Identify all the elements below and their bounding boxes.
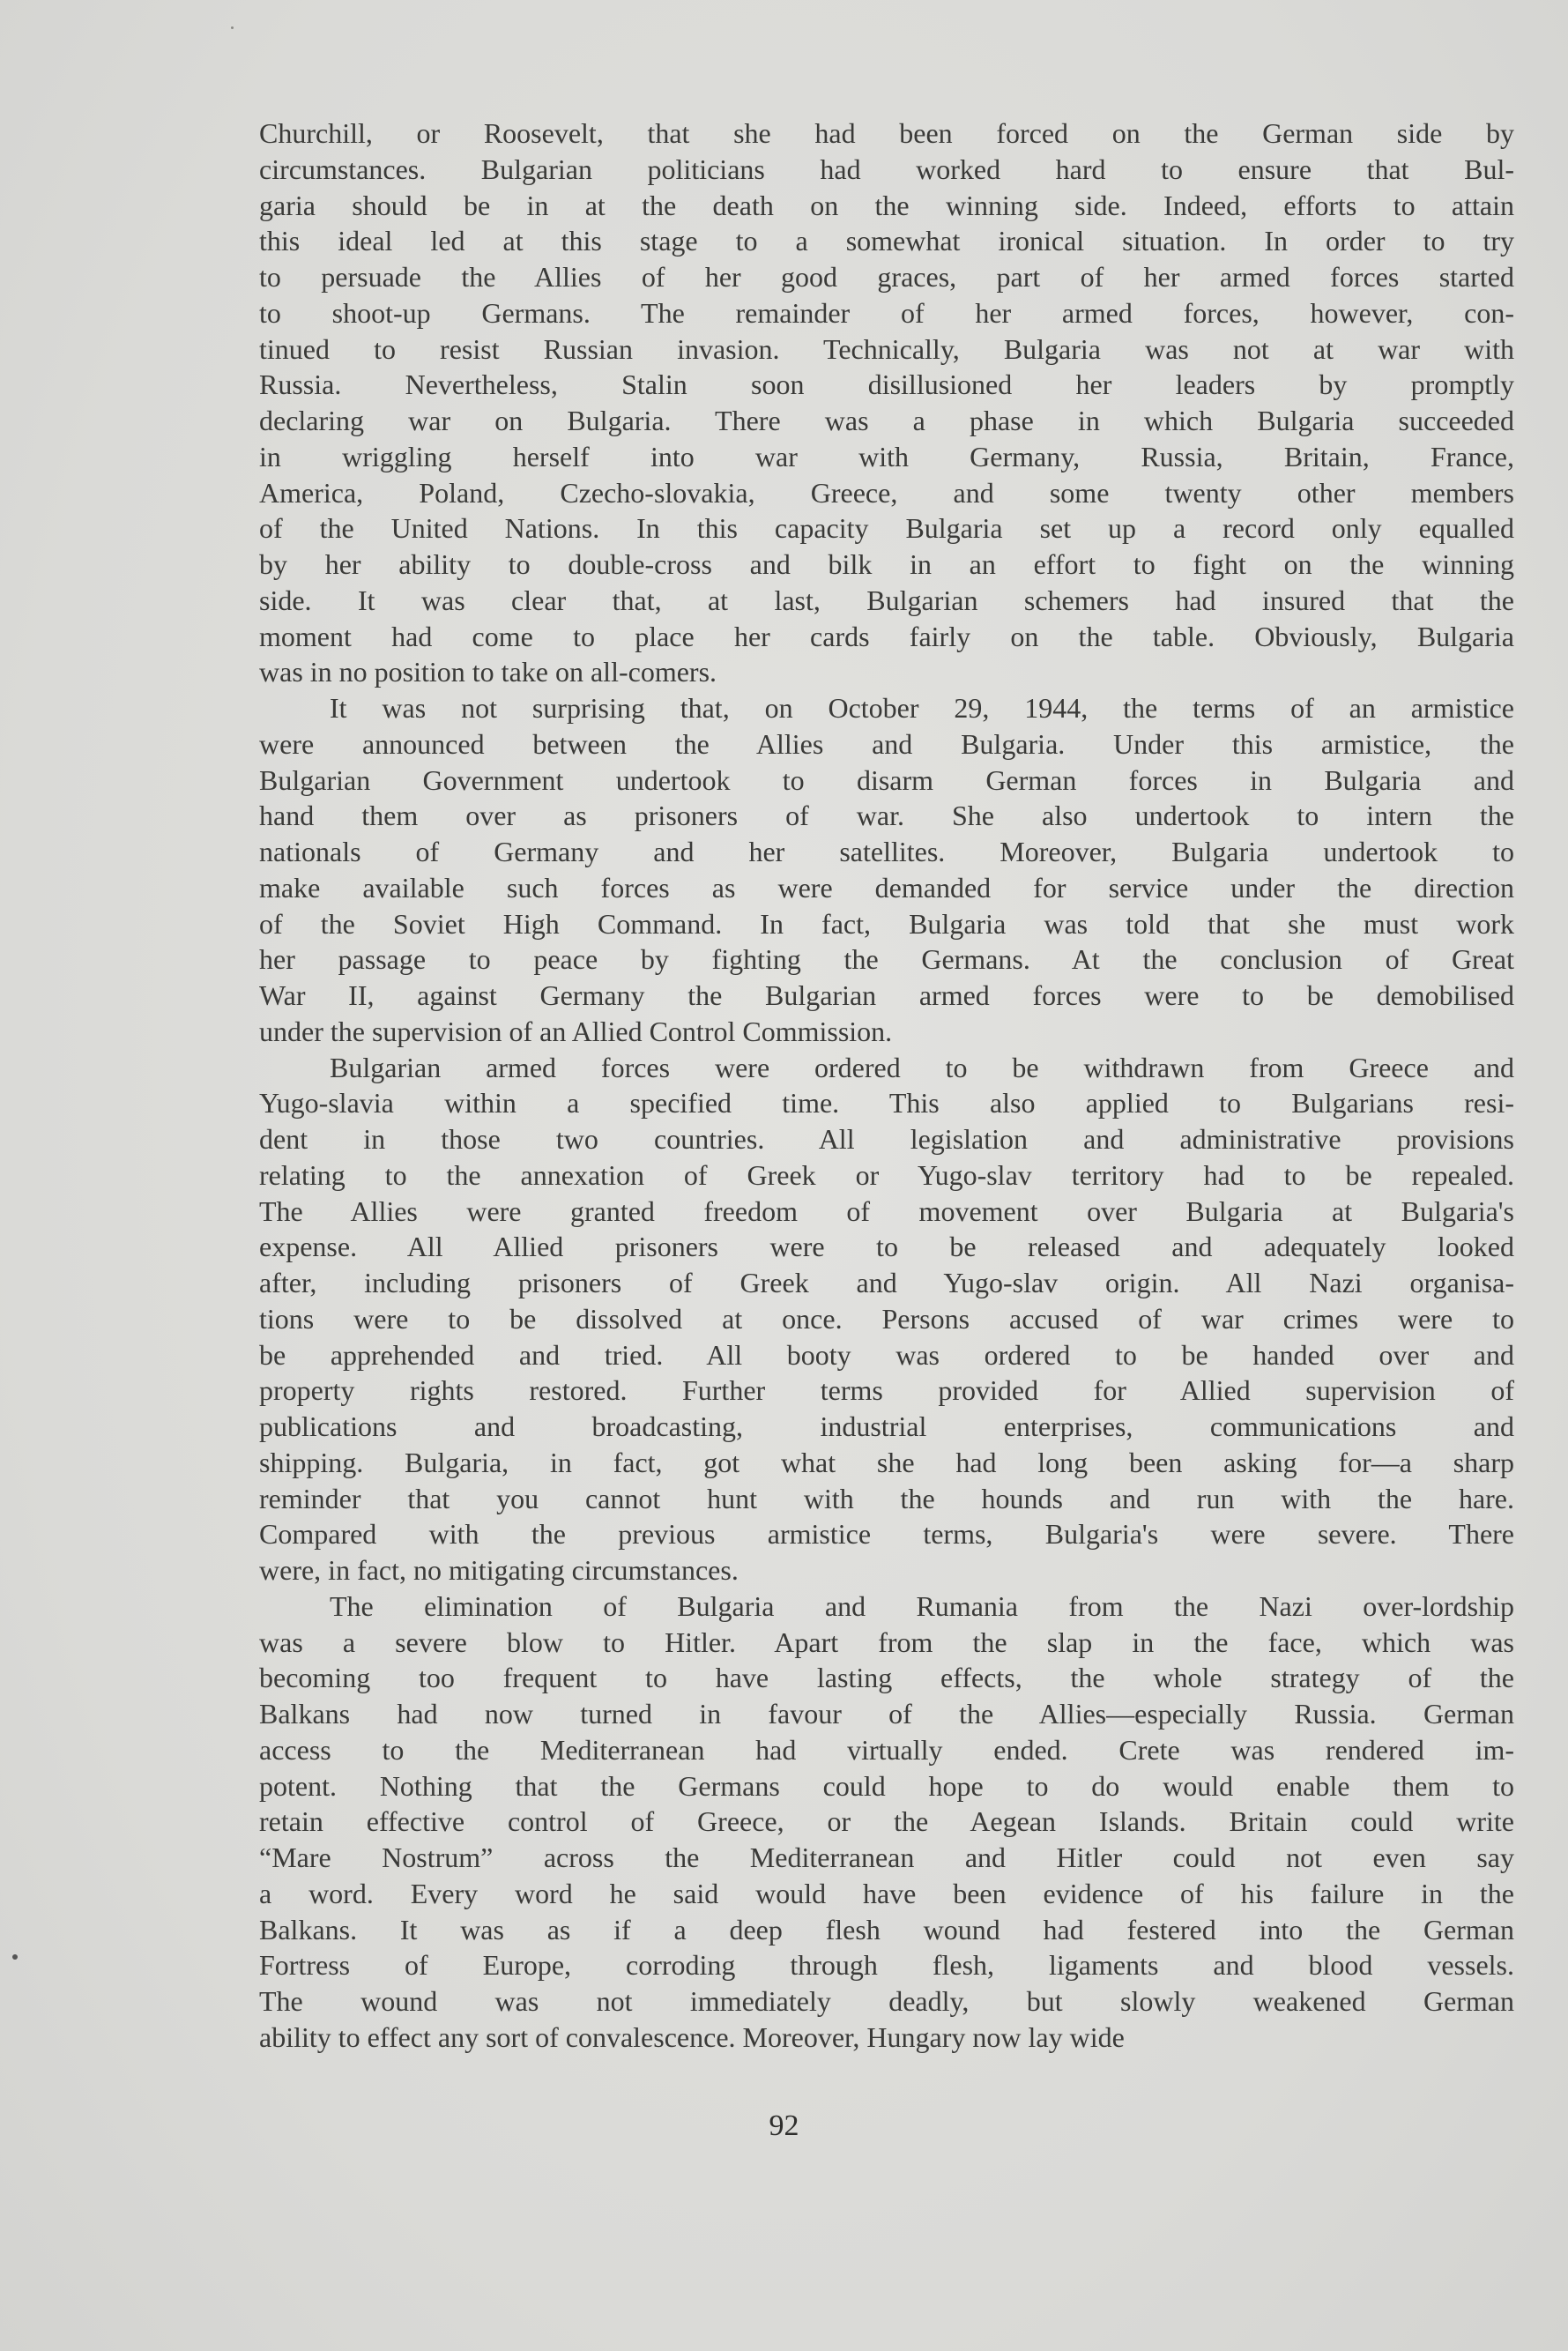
- text-line: this ideal led at this stage to a somewhat ironical situation. In order to try: [259, 225, 1514, 257]
- text-line: tinued to resist Russian invasion. Technically, Bulgaria was not at war with: [259, 332, 1514, 365]
- text-line: Russia. Nevertheless, Stalin soon disillusioned her leaders by promptly: [259, 368, 1514, 401]
- text-line: Bulgarian Government undertook to disarm German forces in Bulgaria and: [259, 763, 1514, 796]
- text-line: of the United Nations. In this capacity Bulgaria set up a record only equalled: [259, 512, 1514, 545]
- paragraph: [259, 690, 1514, 1050]
- text-line: after, including prisoners of Greek and Yugo-slav origin. All Nazi organisa-: [259, 1267, 1514, 1298]
- text-line: becoming too frequent to have lasting effects, the whole strategy of the: [259, 1662, 1514, 1694]
- text-line: America, Poland, Czecho-slovakia, Greece, and some twenty other members: [259, 476, 1514, 509]
- text-line: publications and broadcasting, industrial enterprises, communications and: [259, 1410, 1514, 1442]
- text-line: to persuade the Allies of her good graces, part of her armed forces started: [259, 261, 1514, 293]
- text-line: potent. Nothing that the Germans could hope to do would enable them to: [259, 1769, 1514, 1802]
- text-line: moment had come to place her cards fairly on the table. Obviously, Bulgaria: [259, 620, 1514, 652]
- paragraph: [259, 1588, 1514, 2056]
- text-line: “Mare Nostrum” across the Mediterranean and Hitler could not even say: [259, 1841, 1514, 1873]
- text-line: was a severe blow to Hitler. Apart from the slap in the face, which was: [259, 1626, 1514, 1658]
- text-line: ability to effect any sort of convalescence. Moreover, Hungary now lay wide: [259, 2020, 1125, 2053]
- text-line: Churchill, or Roosevelt, that she had been forced on the German side by: [259, 117, 1514, 149]
- text-line: Compared with the previous armistice terms, Bulgaria's were severe. There: [259, 1518, 1514, 1551]
- text-line: Bulgarian armed forces were ordered to be withdrawn from Greece and: [330, 1051, 1514, 1083]
- text-line: dent in those two countries. All legislation and administrative provisions: [259, 1123, 1514, 1155]
- text-line: Balkans had now turned in favour of the Allies—especially Russia. German: [259, 1698, 1514, 1730]
- text-line: be apprehended and tried. All booty was ordered to be handed over and: [259, 1338, 1514, 1371]
- paragraph: [259, 1050, 1514, 1588]
- text-line: retain effective control of Greece, or the Aegean Islands. Britain could write: [259, 1805, 1514, 1838]
- text-line: Yugo-slavia within a specified time. This also applied to Bulgarians resi-: [259, 1087, 1514, 1120]
- text-line: were announced between the Allies and Bulgaria. Under this armistice, the: [259, 727, 1514, 760]
- text-line: in wriggling herself into war with Germany, Russia, Britain, France,: [259, 440, 1514, 472]
- text-line: War II, against Germany the Bulgarian armed forces were to be demobilised: [259, 979, 1514, 1011]
- text-line: Balkans. It was as if a deep flesh wound had festered into the German: [259, 1913, 1514, 1946]
- text-line: were, in fact, no mitigating circumstances.: [259, 1554, 739, 1586]
- paper-speck: [231, 26, 234, 29]
- text-line: hand them over as prisoners of war. She also undertook to intern the: [259, 800, 1514, 832]
- paragraph: [259, 115, 1514, 690]
- text-line: her passage to peace by fighting the Germans. At the conclusion of Great: [259, 943, 1514, 976]
- text-line: access to the Mediterranean had virtually ended. Crete was rendered im-: [259, 1733, 1514, 1766]
- text-line: was in no position to take on all-comers.: [259, 656, 717, 688]
- text-line: a word. Every word he said would have been evidence of his failure in the: [259, 1877, 1514, 1909]
- text-line: The Allies were granted freedom of movement over Bulgaria at Bulgaria's: [259, 1194, 1514, 1227]
- text-line: make available such forces as were demanded for service under the direction: [259, 871, 1514, 904]
- text-line: side. It was clear that, at last, Bulgarian schemers had insured that the: [259, 584, 1514, 616]
- text-line: nationals of Germany and her satellites. Moreover, Bulgaria undertook to: [259, 836, 1514, 867]
- paper-speck: [12, 1954, 18, 1960]
- text-line: to shoot-up Germans. The remainder of her armed forces, however, con-: [259, 296, 1514, 329]
- text-line: by her ability to double-cross and bilk in an effort to fight on the winning: [259, 548, 1514, 580]
- text-line: The wound was not immediately deadly, but slowly weakened German: [259, 1985, 1514, 2017]
- text-line: declaring war on Bulgaria. There was a phase in which Bulgaria succeeded: [259, 405, 1514, 436]
- text-line: The elimination of Bulgaria and Rumania from the Nazi over-lordship: [330, 1589, 1514, 1622]
- text-line: tions were to be dissolved at once. Persons accused of war crimes were to: [259, 1302, 1514, 1335]
- body-text: [259, 115, 1514, 2056]
- page-number: 92: [769, 2109, 799, 2142]
- text-line: expense. All Allied prisoners were to be released and adequately looked: [259, 1231, 1514, 1263]
- text-line: circumstances. Bulgarian politicians had worked hard to ensure that Bul-: [259, 153, 1514, 185]
- text-line: property rights restored. Further terms provided for Allied supervision of: [259, 1374, 1514, 1407]
- text-line: reminder that you cannot hunt with the hounds and run with the hare.: [259, 1482, 1514, 1514]
- text-line: shipping. Bulgaria, in fact, got what she had long been asking for—a sharp: [259, 1446, 1514, 1478]
- text-line: It was not surprising that, on October 29, 1944, the terms of an armistice: [330, 692, 1514, 724]
- text-line: of the Soviet High Command. In fact, Bulgaria was told that she must work: [259, 907, 1514, 940]
- text-line: under the supervision of an Allied Control Commission.: [259, 1015, 893, 1047]
- text-line: garia should be in at the death on the winning side. Indeed, efforts to attain: [259, 189, 1514, 221]
- text-line: Fortress of Europe, corroding through flesh, ligaments and blood vessels.: [259, 1949, 1514, 1982]
- text-line: relating to the annexation of Greek or Yugo-slav territory had to be repealed.: [259, 1158, 1514, 1191]
